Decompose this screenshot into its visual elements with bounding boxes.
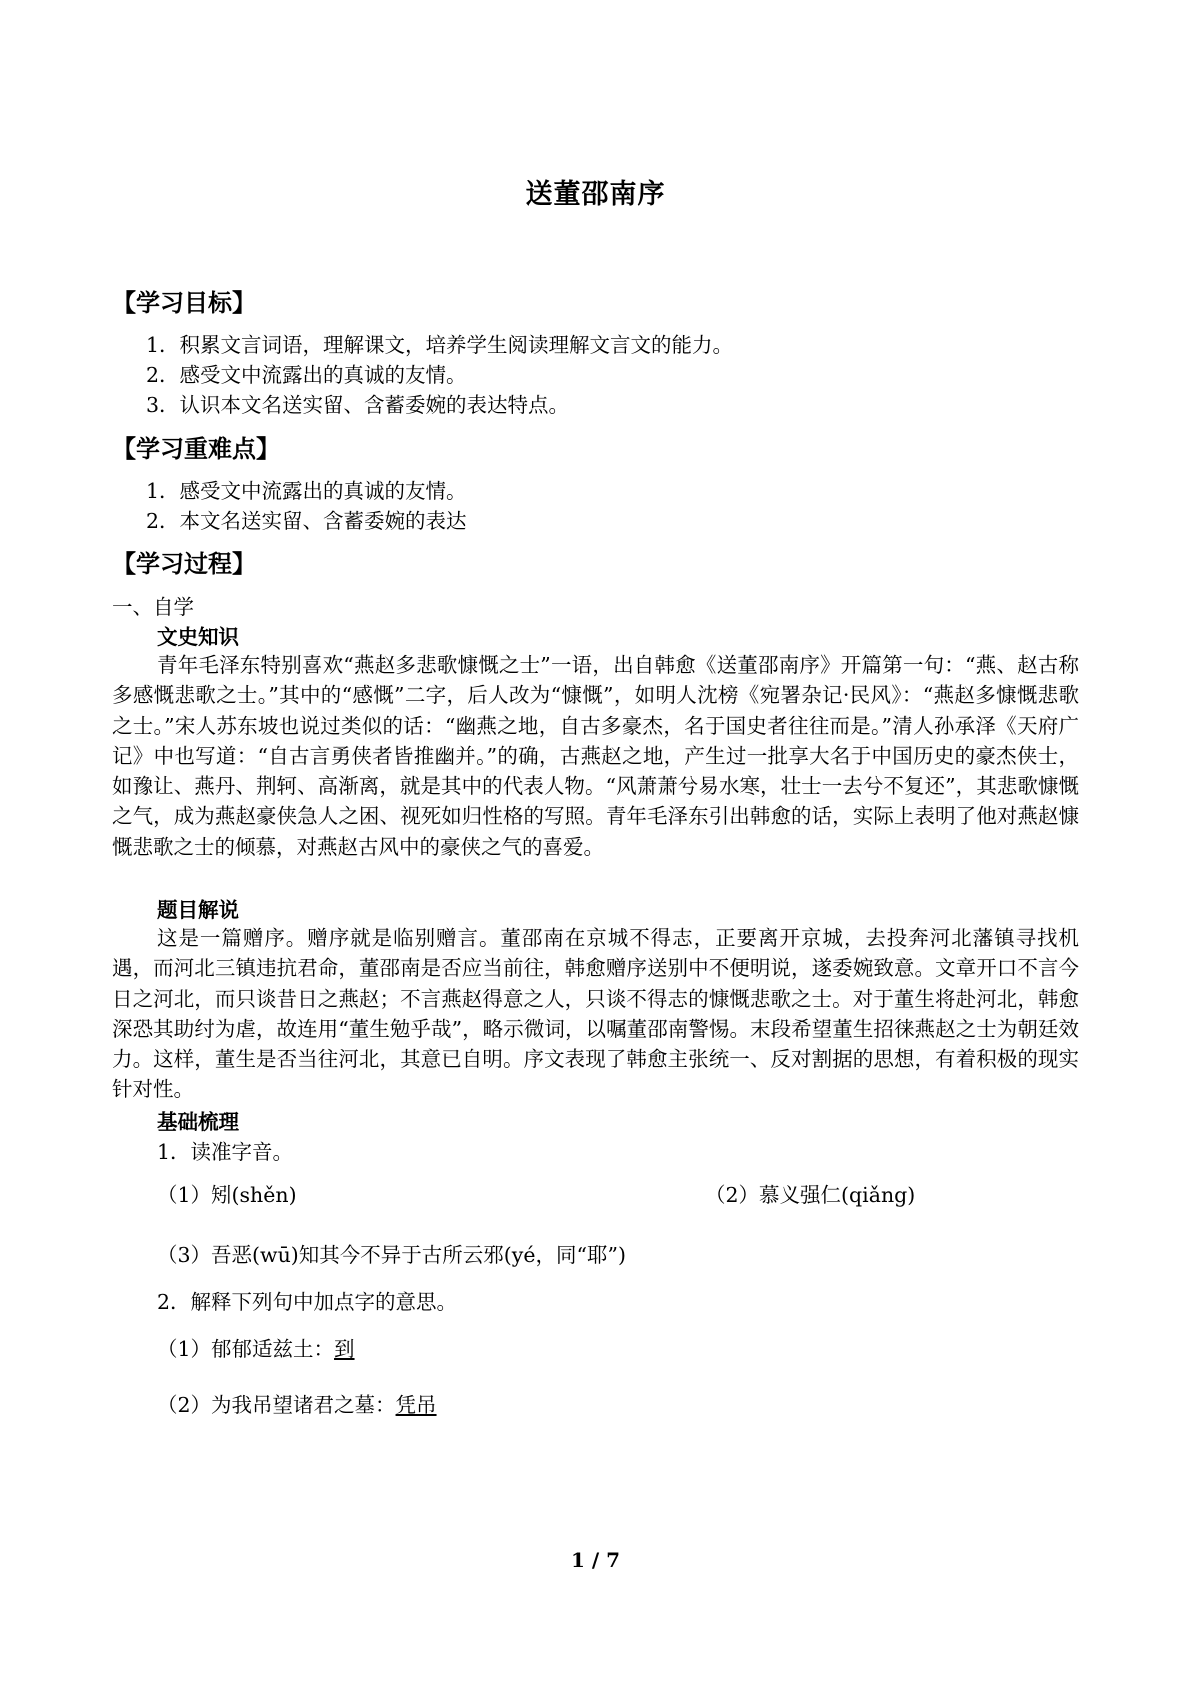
pronunciation-item-1: （1）矧(shěn) — [157, 1183, 297, 1207]
question-explain-words: 2．解释下列句中加点字的意思。 — [157, 1290, 458, 1314]
section-self-study: 一、自学 — [112, 595, 194, 619]
basics-label: 基础梳理 — [157, 1110, 239, 1134]
process-heading: 【学习过程】 — [112, 550, 256, 578]
explain-item-2-answer: 凭吊 — [395, 1393, 437, 1417]
literature-paragraph: 青年毛泽东特别喜欢“燕赵多悲歌慷慨之士”一语，出自韩愈《送董邵南序》开篇第一句：“燕、赵古称多感慨悲歌之士。”其中的“感慨”二字，后人改为“慷慨”，如明人沈榜《宛署杂记·民风》：“燕赵多慷慨悲歌之士。”宋人苏东坡也说过类似的话：“幽燕之地，自古多豪杰，名于国史者往往而是。”清人孙承泽《天府广记》中也写道：“自古言勇侠者皆推幽并。”的确，古燕赵之地，产生过一批享大名于中国历史的豪杰侠士，如豫让、燕丹、荆轲、高渐离，就是其中的代表人物。“风萧萧兮易水寒，壮士一去兮不复还”，其悲歌慷慨之气，成为燕赵豪侠急人之困、视死如归性格的写照。青年毛泽东引出韩愈的话，实际上表明了他对燕赵慷慨悲歌之士的倾慕，对燕赵古风中的豪侠之气的喜爱。 — [112, 653, 1079, 859]
pronunciation-item-3: （3）吾恶(wū)知其今不异于古所云邪(yé，同“耶”) — [157, 1243, 626, 1267]
objective-item-3: 3．认识本文名送实留、含蓄委婉的表达特点。 — [146, 393, 570, 417]
objectives-heading: 【学习目标】 — [112, 289, 256, 317]
page-title: 送董邵南序 — [525, 179, 666, 210]
key-point-item-1: 1．感受文中流露出的真诚的友情。 — [146, 479, 467, 503]
explain-item-1-answer: 到 — [334, 1337, 355, 1361]
question-pronunciation: 1．读准字音。 — [157, 1140, 294, 1164]
key-point-item-2: 2．本文名送实留、含蓄委婉的表达 — [146, 509, 467, 533]
objective-item-1: 1．积累文言词语，理解课文，培养学生阅读理解文言文的能力。 — [146, 333, 734, 357]
explain-item-2-prompt: （2）为我吊望诸君之墓： — [157, 1393, 396, 1417]
page-number: 1 / 7 — [570, 1548, 621, 1572]
title-explain-label: 题目解说 — [157, 898, 239, 922]
literature-label: 文史知识 — [157, 625, 239, 649]
explain-item-1 — [157, 1332, 355, 1362]
objective-item-2: 2．感受文中流露出的真诚的友情。 — [146, 363, 467, 387]
title-explain-paragraph: 这是一篇赠序。赠序就是临别赠言。董邵南在京城不得志，正要离开京城，去投奔河北藩镇寻找机遇，而河北三镇违抗君命，董邵南是否应当前往，韩愈赠序送别中不便明说，遂委婉致意。文章开口不言今日之河北，而只谈昔日之燕赵；不言燕赵得意之人，只谈不得志的慷慨悲歌之士。对于董生将赴河北，韩愈深恐其助纣为虐，故连用“董生勉乎哉”，略示微词，以嘱董邵南警惕。末段希望董生招徕燕赵之士为朝廷效力。这样，董生是否当往河北，其意已自明。序文表现了韩愈主张统一、反对割据的思想，有着积极的现实针对性。 — [112, 926, 1079, 1102]
pronunciation-item-2: （2）慕义强仁(qiǎng) — [705, 1183, 916, 1207]
explain-item-1-prompt: （1）郁郁适兹土： — [157, 1337, 335, 1361]
explain-item-2 — [157, 1388, 437, 1418]
key-points-heading: 【学习重难点】 — [112, 435, 280, 463]
